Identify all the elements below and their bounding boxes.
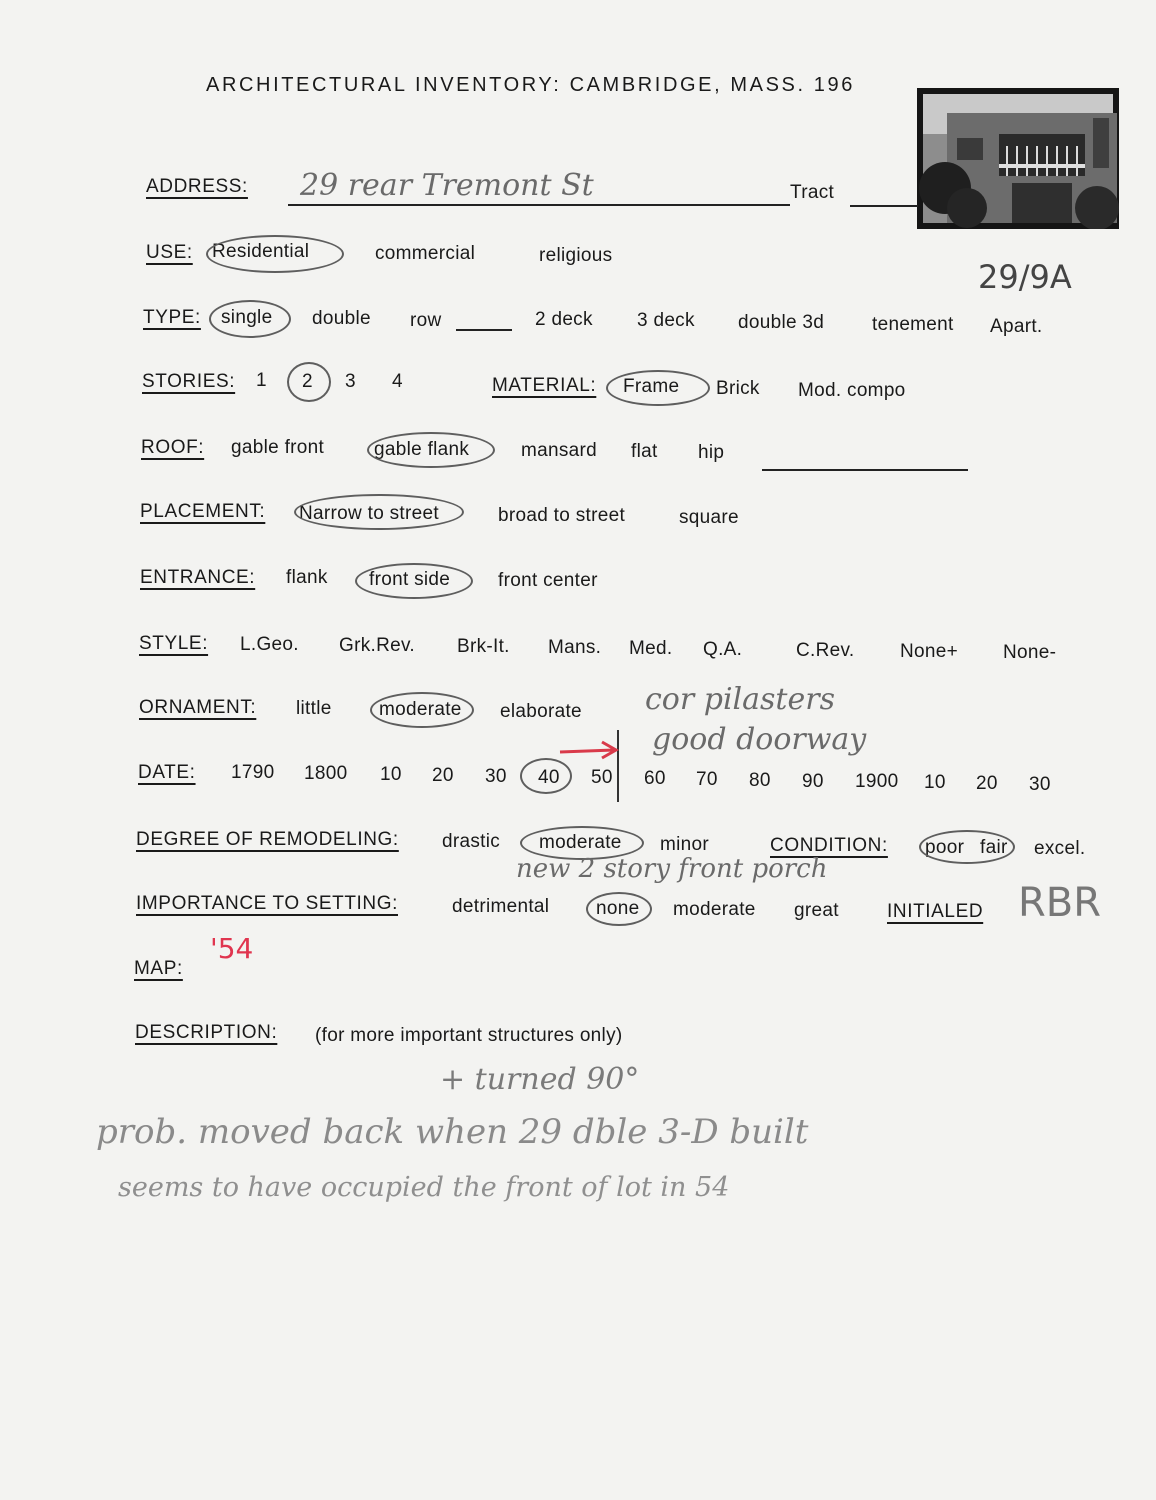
- type-row: row: [410, 310, 442, 331]
- ornament-note-doorway: good doorway: [652, 722, 867, 757]
- material-label: MATERIAL:: [492, 375, 597, 396]
- date-1870: 70: [696, 769, 718, 790]
- roof-gable-flank-circle: [367, 432, 495, 468]
- importance-label: IMPORTANCE TO SETTING:: [136, 893, 398, 914]
- date-arrow-mark: [556, 722, 636, 804]
- map-label: MAP:: [134, 958, 183, 979]
- material-brick: Brick: [716, 378, 760, 399]
- initialed-label: INITIALED: [887, 901, 984, 922]
- placement-broad: broad to street: [498, 505, 626, 526]
- use-residential-circle: [206, 235, 344, 273]
- condition-fair: fair: [980, 837, 1008, 858]
- entrance-flank: flank: [286, 567, 328, 588]
- importance-moderate: moderate: [673, 899, 756, 920]
- entrance-front-center: front center: [498, 570, 598, 591]
- condition-excel: excel.: [1034, 838, 1086, 859]
- date-1790: 1790: [231, 762, 275, 783]
- house-photo: [917, 88, 1119, 229]
- style-lgeo: L.Geo.: [240, 634, 299, 655]
- material-frame: Frame: [623, 376, 680, 397]
- remodeling-minor: minor: [660, 834, 710, 855]
- address-label: ADDRESS:: [146, 176, 248, 197]
- placement-label: PLACEMENT:: [140, 501, 266, 522]
- date-1850: 50: [591, 767, 613, 788]
- remodeling-drastic: drastic: [442, 831, 501, 852]
- stories-label: STORIES:: [142, 371, 236, 392]
- type-3deck: 3 deck: [637, 310, 695, 331]
- tract-label: Tract: [790, 182, 835, 203]
- type-single-circle: [209, 300, 291, 338]
- date-1930: 30: [1029, 774, 1051, 795]
- material-modcompo: Mod. compo: [798, 380, 906, 401]
- description-line-1: prob. moved back when 29 dble 3-D built: [96, 1112, 809, 1152]
- roof-mansard: mansard: [521, 440, 598, 461]
- use-religious: religious: [539, 245, 613, 266]
- style-crev: C.Rev.: [796, 640, 855, 661]
- tract-line: [850, 205, 918, 207]
- date-1840: 40: [538, 767, 560, 788]
- date-1920: 20: [976, 773, 998, 794]
- ornament-label: ORNAMENT:: [139, 697, 257, 718]
- description-label: DESCRIPTION:: [135, 1022, 278, 1043]
- style-qa: Q.A.: [703, 639, 743, 660]
- style-mans: Mans.: [548, 637, 602, 658]
- form-title: ARCHITECTURAL INVENTORY: CAMBRIDGE, MASS. 196: [206, 74, 855, 96]
- placement-square: square: [679, 507, 739, 528]
- style-noneplus: None+: [900, 641, 959, 662]
- address-handwriting: 29 rear Tremont St: [300, 168, 594, 203]
- description-insert: + turned 90°: [440, 1062, 640, 1097]
- ornament-little: little: [296, 698, 332, 719]
- style-grkrev: Grk.Rev.: [339, 635, 415, 656]
- entrance-front-side-circle: [355, 563, 473, 599]
- entrance-label: ENTRANCE:: [140, 567, 256, 588]
- placement-narrow: Narrow to street: [299, 503, 439, 524]
- stories-2-circle: [287, 362, 331, 402]
- house-photo-image: [917, 88, 1119, 229]
- style-med: Med.: [629, 638, 673, 659]
- entrance-front-side: front side: [369, 569, 451, 590]
- ornament-elaborate: elaborate: [500, 701, 582, 722]
- condition-label: CONDITION:: [770, 835, 888, 856]
- type-double: double: [312, 308, 371, 329]
- type-single: single: [221, 307, 273, 328]
- roof-gable-flank: gable flank: [374, 439, 470, 460]
- address-line: [288, 204, 790, 206]
- date-1890: 90: [802, 771, 824, 792]
- material-frame-circle: [606, 370, 710, 406]
- condition-circle: [919, 830, 1015, 864]
- date-1820: 20: [432, 765, 454, 786]
- inventory-number: 29/9A: [978, 258, 1072, 296]
- type-2deck: 2 deck: [535, 309, 593, 330]
- importance-great: great: [794, 900, 839, 921]
- importance-none: none: [596, 898, 640, 919]
- use-label: USE:: [146, 242, 193, 263]
- type-label: TYPE:: [143, 307, 201, 328]
- date-1830: 30: [485, 766, 507, 787]
- roof-label: ROOF:: [141, 437, 205, 458]
- date-1800: 1800: [304, 763, 348, 784]
- ornament-moderate-circle: [370, 692, 474, 728]
- condition-poor: poor: [925, 837, 965, 858]
- remodeling-label: DEGREE OF REMODELING:: [136, 829, 399, 850]
- style-brkit: Brk-It.: [457, 636, 510, 657]
- description-note: (for more important structures only): [315, 1025, 623, 1046]
- use-commercial: commercial: [375, 243, 476, 264]
- stories-1: 1: [256, 370, 267, 391]
- map-handwriting: '54: [210, 932, 254, 965]
- type-apart: Apart.: [990, 316, 1043, 337]
- type-double3d: double 3d: [738, 312, 825, 333]
- stories-4: 4: [392, 371, 403, 392]
- style-label: STYLE:: [139, 633, 209, 654]
- date-1880: 80: [749, 770, 771, 791]
- roof-flat: flat: [631, 441, 658, 462]
- date-label: DATE:: [138, 762, 196, 783]
- description-line-2: seems to have occupied the front of lot in 54: [118, 1172, 730, 1203]
- style-noneminus: None-: [1003, 642, 1057, 663]
- date-1810: 10: [380, 764, 402, 785]
- roof-hip: hip: [698, 442, 725, 463]
- importance-none-circle: [586, 892, 652, 926]
- placement-narrow-circle: [294, 494, 464, 530]
- date-1910: 10: [924, 772, 946, 793]
- type-tenement: tenement: [872, 314, 954, 335]
- roof-line: [762, 469, 968, 471]
- remodeling-note: new 2 story front porch: [516, 854, 828, 884]
- roof-gable-front: gable front: [231, 437, 325, 458]
- use-residential: Residential: [212, 241, 310, 262]
- stories-3: 3: [345, 371, 356, 392]
- ornament-note-pilasters: cor pilasters: [645, 682, 835, 717]
- stories-2: 2: [302, 371, 313, 392]
- importance-detrimental: detrimental: [452, 896, 550, 917]
- initials-handwriting: RBR: [1018, 880, 1102, 926]
- ornament-moderate: moderate: [379, 699, 462, 720]
- remodeling-moderate: moderate: [539, 832, 622, 853]
- date-1900: 1900: [855, 771, 899, 792]
- type-row-line: [456, 329, 512, 331]
- date-1860: 60: [644, 768, 666, 789]
